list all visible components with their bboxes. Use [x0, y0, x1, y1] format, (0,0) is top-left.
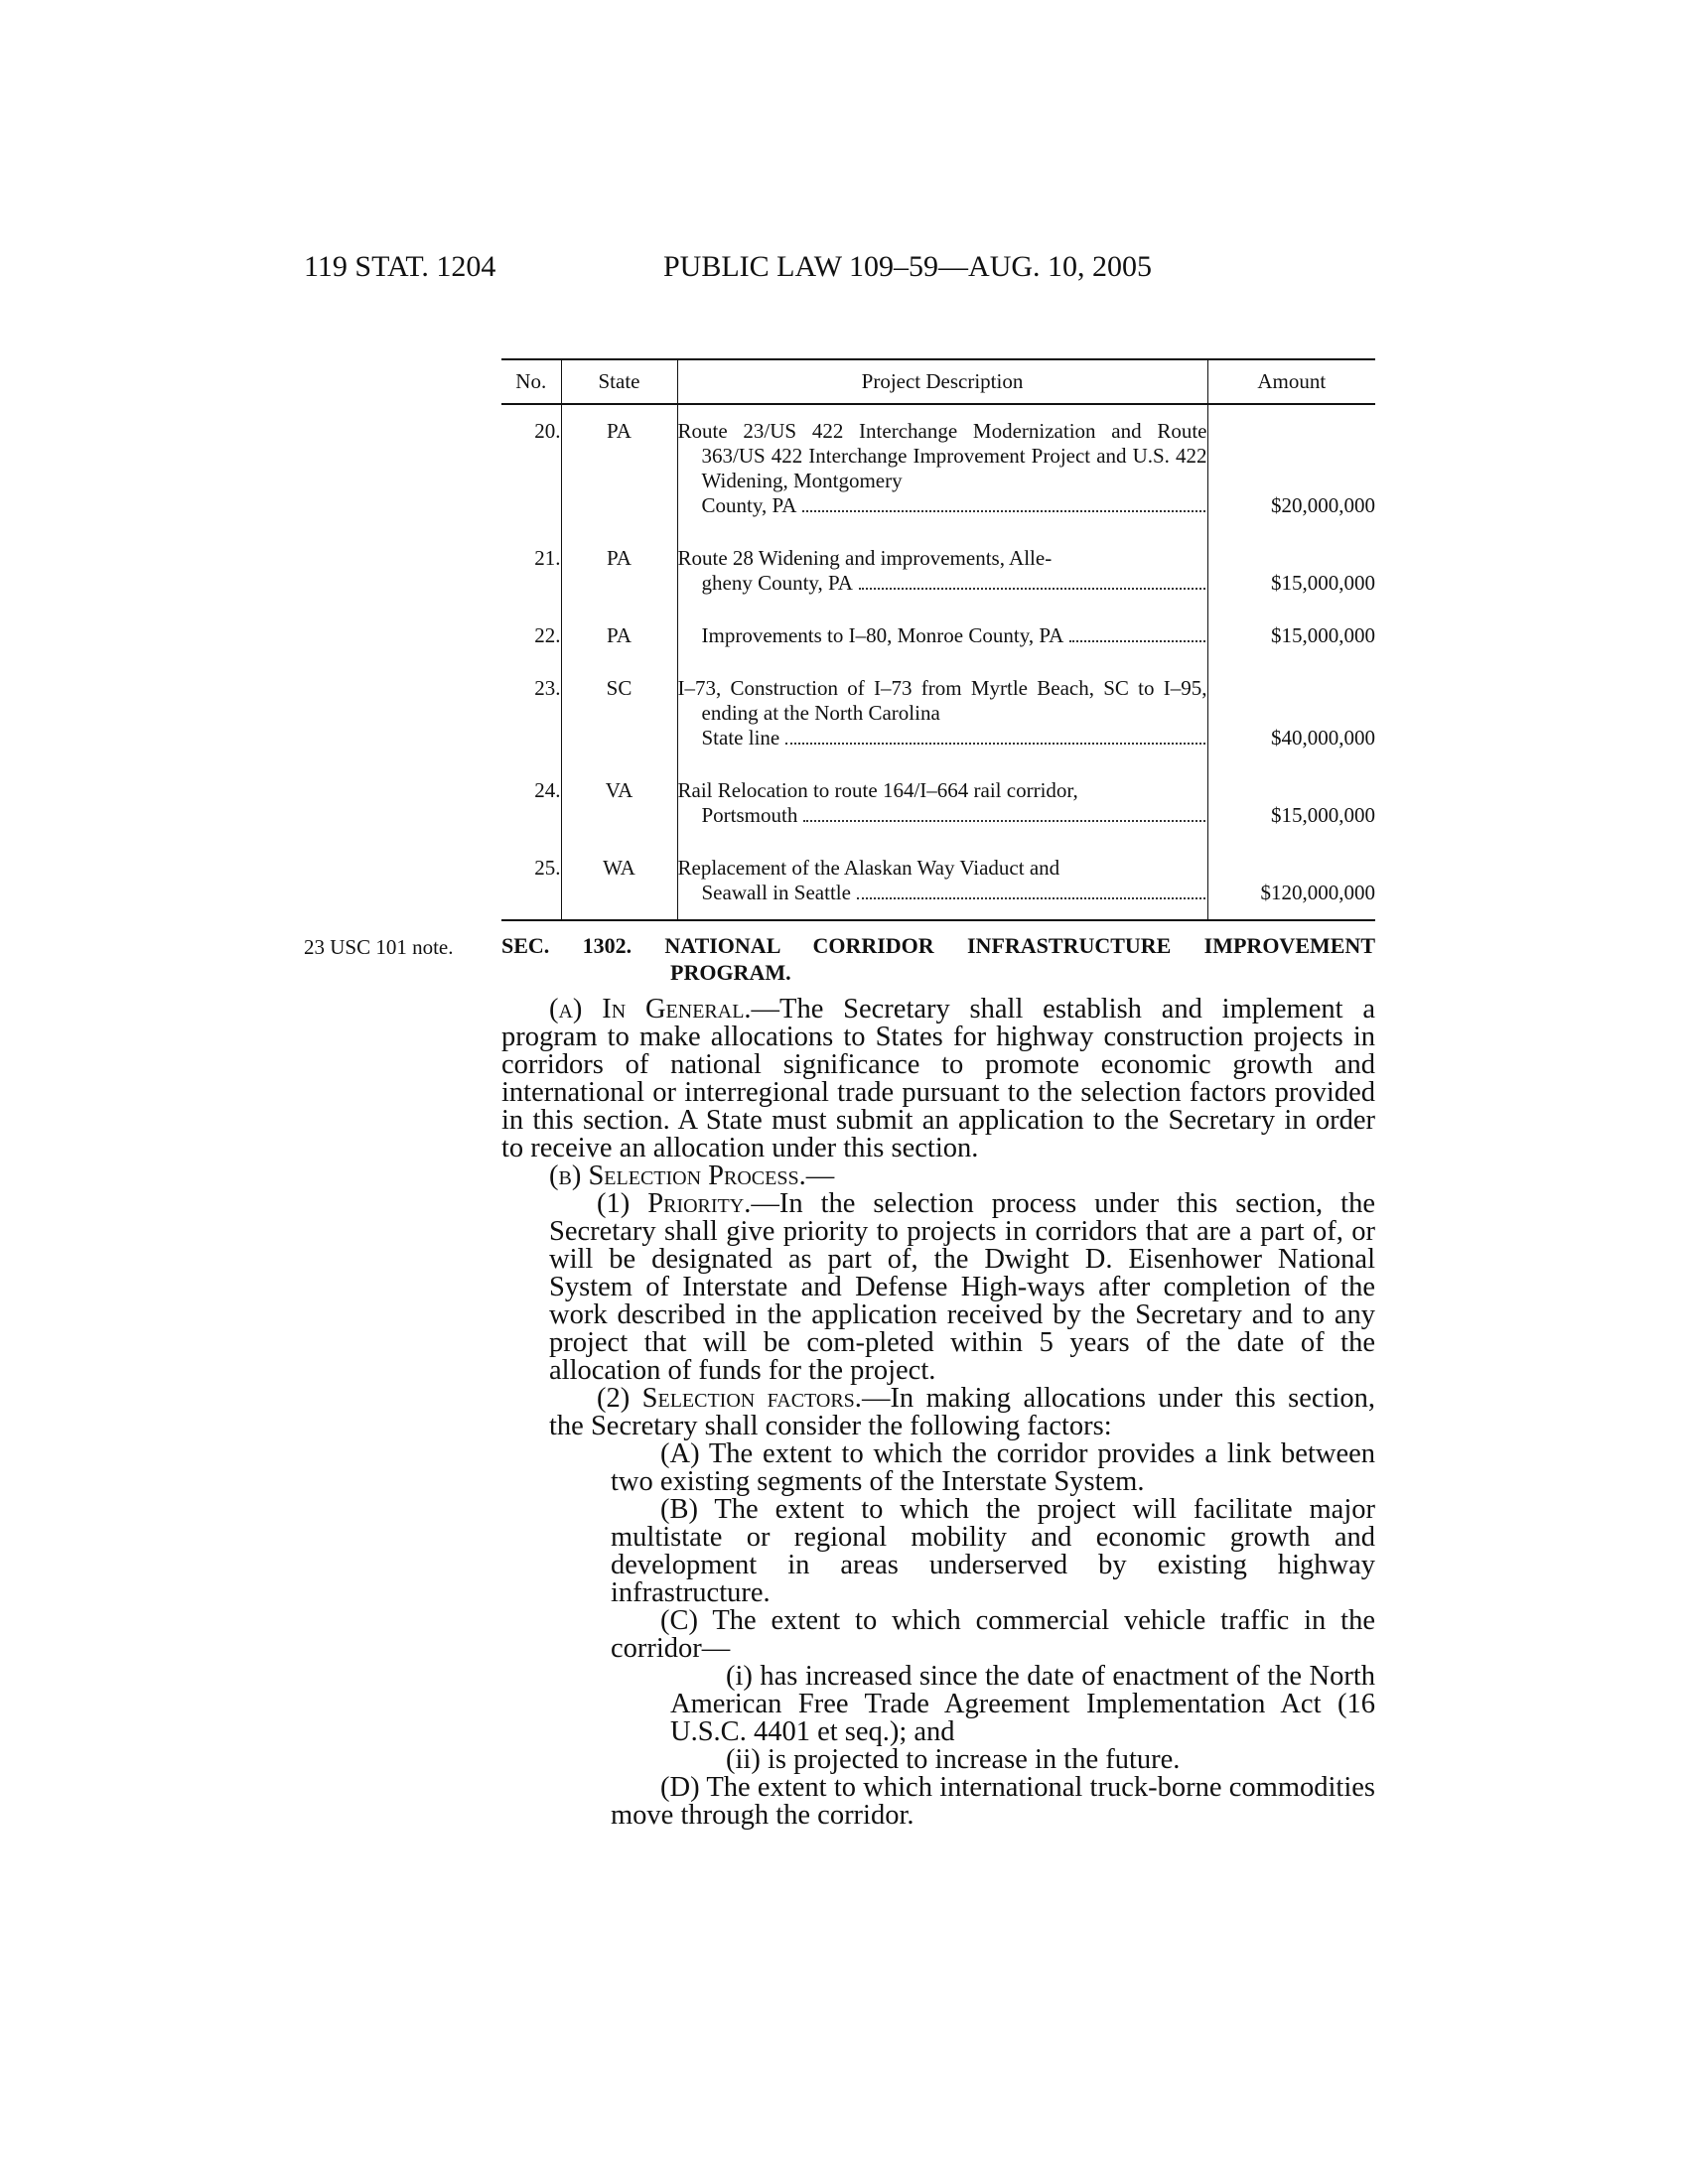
row-state-text: PA [607, 419, 632, 443]
paragraph-b1 [501, 1190, 1375, 1385]
table-row [501, 610, 1375, 662]
row-state [561, 532, 677, 610]
description-text: Route 23/US 422 Interchange Modernization and Route 363/US 422 Interchange Improvement Project and U.S. 422 Widening, Montgomery [677, 419, 1207, 492]
row-description [677, 764, 1207, 842]
description-leader [678, 493, 1207, 518]
row-amount [1207, 532, 1375, 610]
row-description [677, 532, 1207, 610]
table-row [501, 764, 1375, 842]
margin-note: 23 USC 101 note. [304, 935, 454, 959]
paragraph-b2-label: (2) Selection factors. [597, 1383, 862, 1414]
running-head: PUBLIC LAW 109–59—AUG. 10, 2005 [663, 250, 1153, 283]
description-text: Replacement of the Alaskan Way Viaduct and [677, 856, 1060, 880]
row-state [561, 842, 677, 920]
description-last-line: State line [701, 726, 780, 750]
description-leader [678, 726, 1207, 751]
subsection-a-text: —The Secretary shall establish and implement a program to make allocations to States for highway construction projects in corridors of national significance to promote economic growth and international or interregional trade pursuant to the selection factors provided in this section. A State must submit an application to the Secretary in order to receive an allocation under this section. [501, 994, 1375, 1163]
dot-leader [859, 588, 1205, 590]
paragraph-b1-label: (1) Priority. [597, 1188, 752, 1219]
amount-value: $15,000,000 [1271, 571, 1375, 595]
table-row [501, 662, 1375, 764]
column-header-amount: Amount [1207, 359, 1375, 404]
row-state [561, 610, 677, 662]
row-number [501, 610, 561, 662]
column-header-state: State [561, 359, 677, 404]
row-state [561, 662, 677, 764]
subsection-a-label: (a) In General. [549, 994, 752, 1024]
row-number [501, 764, 561, 842]
dot-leader [803, 820, 1204, 822]
description-text: Route 28 Widening and improvements, Alle- [677, 546, 1053, 570]
statute-page-number: 119 STAT. 1204 [304, 250, 496, 283]
table-row [501, 842, 1375, 920]
amount-value: $15,000,000 [1271, 623, 1375, 647]
row-state-text: PA [607, 623, 632, 647]
section-1302 [501, 927, 1375, 1830]
dot-leader [802, 510, 1204, 512]
subsection-b-label: (b) Selection Process. [549, 1160, 806, 1191]
row-number-text: 21. [534, 546, 561, 570]
row-number [501, 532, 561, 610]
projects-table [501, 358, 1375, 921]
factor-c-ii: (ii) is projected to increase in the future. [726, 1744, 1181, 1775]
row-state-text: PA [607, 546, 632, 570]
table-header-row [501, 359, 1375, 404]
row-number-text: 20. [534, 419, 561, 443]
row-number-text: 23. [534, 676, 561, 700]
row-number [501, 404, 561, 532]
row-number [501, 662, 561, 764]
description-leader [678, 881, 1207, 905]
paragraph-b1-text: —In the selection process under this section, the Secretary shall give priority to projects in corridors that are a part of, or will be designated as part of, the Dwight D. Eisenhower National System of Interstate and Defense High-ways after completion of the work described in the application received by the Secretary and to any project that will be com-pleted within 5 years of the date of the allocation of funds for the project. [549, 1188, 1375, 1386]
row-state [561, 764, 677, 842]
table-row [501, 404, 1375, 532]
dot-leader [1069, 640, 1204, 642]
row-description [677, 404, 1207, 532]
row-number-text: 24. [534, 778, 561, 802]
factor-c-i: (i) has increased since the date of enactment of the North American Free Trade Agreement Implementation Act (16 U.S.C. 4401 et seq.); and [670, 1661, 1375, 1747]
dot-leader [785, 743, 1204, 745]
description-text: Rail Relocation to route 164/I–664 rail corridor, [677, 778, 1078, 802]
row-amount [1207, 662, 1375, 764]
description-text: I–73, Construction of I–73 from Myrtle Beach, SC to I–95, ending at the North Carolina [677, 676, 1207, 725]
factor-d: (D) The extent to which international truck-borne commodities move through the corridor. [611, 1772, 1375, 1831]
row-state-text: VA [605, 778, 633, 802]
factor-a: (A) The extent to which the corridor provides a link between two existing segments of the Interstate System. [611, 1438, 1375, 1497]
amount-value: $120,000,000 [1260, 881, 1375, 904]
amount-value: $40,000,000 [1271, 726, 1375, 750]
row-amount [1207, 764, 1375, 842]
factor-c: (C) The extent to which commercial vehicle traffic in the corridor— [611, 1605, 1375, 1664]
dot-leader [857, 897, 1205, 899]
table-row [501, 532, 1375, 610]
description-leader [678, 623, 1207, 648]
column-header-no: No. [501, 359, 561, 404]
factor-b: (B) The extent to which the project will facilitate major multistate or regional mobility and economic growth and development in areas underserved by existing highway infrastructure. [611, 1494, 1375, 1608]
subsection-a [501, 996, 1375, 1162]
description-last-line: Improvements to I–80, Monroe County, PA [701, 623, 1064, 647]
description-last-line: gheny County, PA [701, 571, 853, 595]
amount-value: $20,000,000 [1271, 493, 1375, 517]
paragraph-b2-text: —In making allocations under this section, the Secretary shall consider the following factors: [549, 1383, 1375, 1441]
section-heading: SEC. 1302. NATIONAL CORRIDOR INFRASTRUCTURE IMPROVEMENT [501, 933, 1375, 958]
row-state-text: WA [603, 856, 635, 880]
row-number-text: 22. [534, 623, 561, 647]
page-header [0, 250, 1688, 290]
row-amount [1207, 842, 1375, 920]
row-number [501, 842, 561, 920]
row-state [561, 404, 677, 532]
subsection-b [501, 1162, 1375, 1190]
description-last-line: County, PA [701, 493, 797, 517]
row-amount [1207, 404, 1375, 532]
table-body [501, 404, 1375, 920]
description-last-line: Seawall in Seattle [701, 881, 851, 904]
description-last-line: Portsmouth [701, 803, 798, 827]
section-heading-continued: PROGRAM. [670, 960, 791, 985]
subsection-b-text: — [805, 1160, 835, 1191]
row-amount [1207, 610, 1375, 662]
row-description [677, 662, 1207, 764]
description-leader [678, 571, 1207, 596]
row-description [677, 842, 1207, 920]
row-state-text: SC [606, 676, 633, 700]
column-header-description: Project Description [677, 359, 1207, 404]
description-leader [678, 803, 1207, 828]
amount-value: $15,000,000 [1271, 803, 1375, 827]
row-description [677, 610, 1207, 662]
row-number-text: 25. [534, 856, 561, 880]
paragraph-b2 [501, 1385, 1375, 1440]
